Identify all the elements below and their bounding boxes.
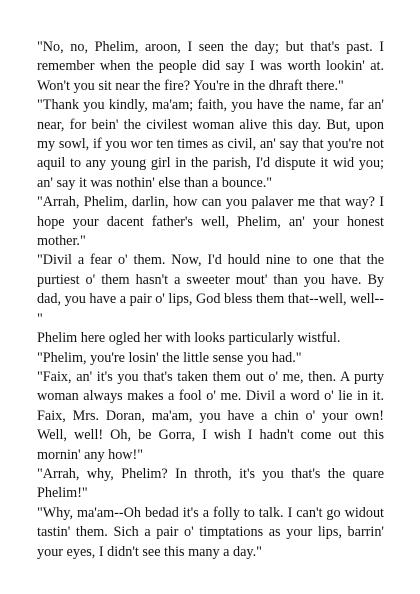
paragraph: "Arrah, why, Phelim? In throth, it's you that's the quare Phelim!" (37, 465, 384, 502)
paragraph: "Why, ma'am--Oh bedad it's a folly to talk. I can't go widout tastin' them. Sich a pair o' timptations as your lips, barrin' your eyes, I didn't see this many a day." (37, 504, 384, 560)
page-text (37, 38, 384, 562)
paragraph: "Divil a fear o' them. Now, I'd hould nine to one that the purtiest o' them hasn't a sweeter mout' than you have. By dad, you have a pair o' lips, God bless them that--well, well--" (37, 252, 384, 327)
paragraph: "Phelim, you're losin' the little sense you had." (37, 349, 302, 366)
paragraph: "Arrah, Phelim, darlin, how can you palaver me that way? I hope your dacent father's well, Phelim, an' your honest mother." (37, 194, 384, 250)
paragraph: Phelim here ogled her with looks particularly wistful. (37, 330, 341, 347)
paragraph: "Thank you kindly, ma'am; faith, you have the name, far an' near, for bein' the civilest woman alive this day. But, upon my sowl, if you wor ten times as civil, an' say that you're not aquil to any young girl in the parish, I'd dispute it wid you; an' say it was nothin' else than a bounce." (37, 97, 384, 191)
paragraph: "No, no, Phelim, aroon, I seen the day; but that's past. I remember when the people did say I was worth lookin' at. Won't you sit near the fire? You're in the dhraft there." (37, 39, 384, 94)
paragraph: "Faix, an' it's you that's taken them out o' me, then. A purty woman always makes a fool o' me. Divil a word o' lie in it. Faix, Mrs. Doran, ma'am, you have a chin o' your own! Well, well! Oh, be Gorra, I wish I hadn't come out this mornin' any how!" (37, 368, 384, 463)
